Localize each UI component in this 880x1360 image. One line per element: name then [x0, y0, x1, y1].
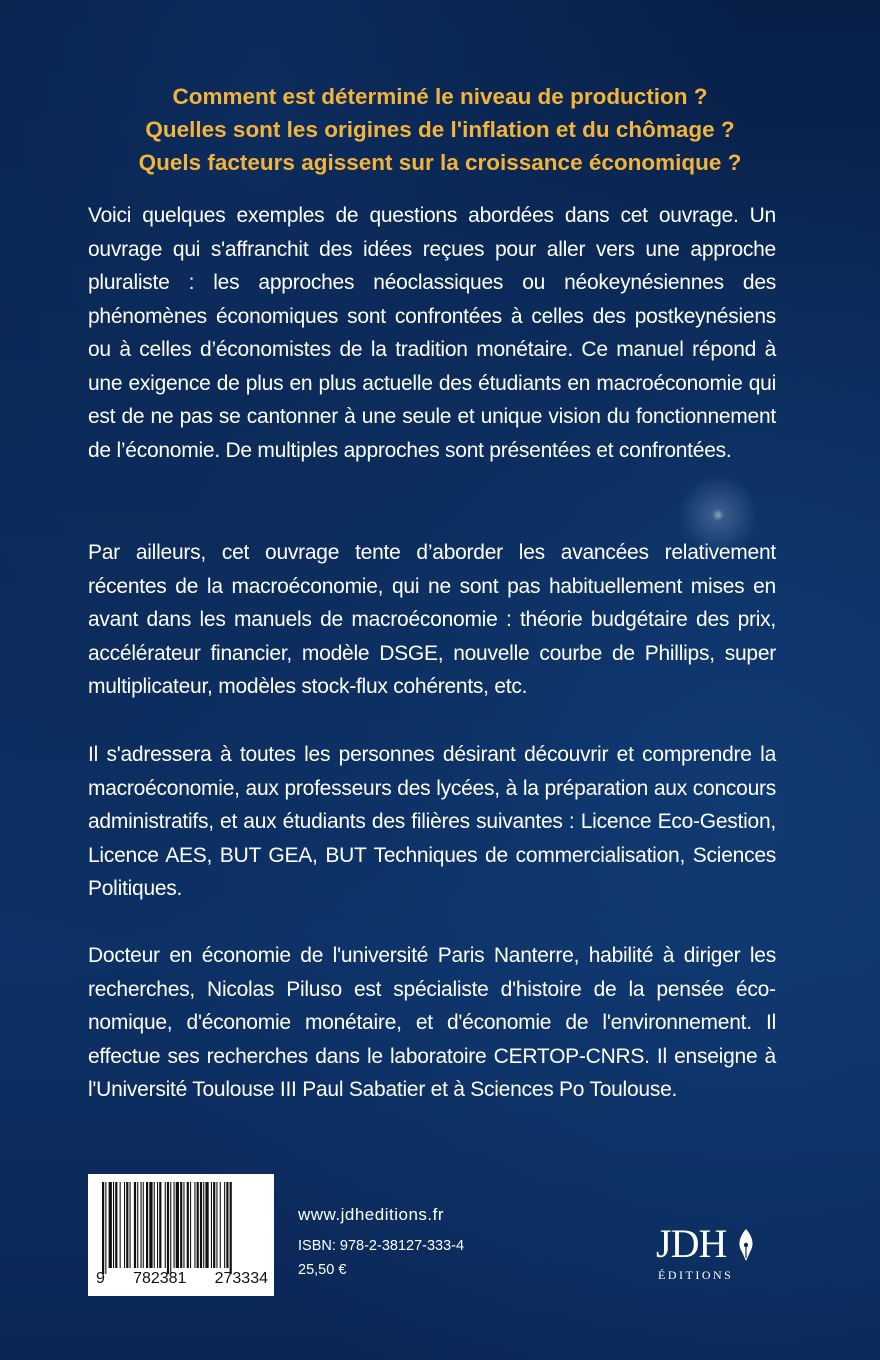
isbn-number: ISBN: 978-2-38127-333-4 — [298, 1238, 465, 1254]
barcode-digits — [96, 1271, 268, 1287]
author-bio-paragraph: Docteur en économie de l'université Paris Nanterre, habilité à diriger les recherches, Nicolas Piluso est spécialiste d'histoire de la pensée économique, d'économie monétaire, et d'économie de l'environnement. Il effectue ses recherches dans le laboratoire CERTOP-CNRS. Il enseigne à l'Université Toulouse III Paul Sabatier et à Sciences Po Toulouse. — [88, 944, 776, 1101]
isbn-barcode — [88, 1174, 274, 1296]
price: 25,50 € — [298, 1262, 347, 1278]
logo-subtitle: ÉDITIONS — [658, 1268, 734, 1282]
question-line: Comment est déterminé le niveau de production ? — [172, 84, 708, 109]
barcode-digit-group: 782381 — [133, 1270, 187, 1287]
publisher-logo — [656, 1221, 766, 1284]
description-paragraph: Voici quelques exemples de questions abordées dans cet ouvrage. Un ouvrage qui s'affranchit des idées reçues pour aller vers une approche pluraliste : les approches néoclassiques ou néokeynésiennes des phénomènes économiques sont confrontées à celles des postkeynésiens ou à celles d’économistes de la tradition monétaire. Ce manuel répond à une exigence de plus en plus actuelle des étudiants en macroéconomie qui est de ne pas se cantonner à une seule et unique vision du fonctionnement de l’économie. De multiples approches sont présentées et confrontées. — [88, 204, 776, 462]
publisher-info — [298, 1205, 464, 1279]
pen-nib-icon — [736, 1228, 756, 1262]
publisher-website: www.jdheditions.fr — [298, 1205, 445, 1224]
audience-paragraph: Il s'adressera à toutes les personnes désirant découvrir et comprendre la macroéconomie, aux professeurs des lycées, à la préparation aux concours administratifs, et aux étudiants des filières suivantes : Licence Eco-Gestion, Licence AES, BUT GEA, BUT Techniques de commercialisation, Sciences Politiques. — [88, 743, 776, 900]
question-line: Quelles sont les origines de l'inflation et du chômage ? — [145, 117, 735, 142]
barcode-lead-digit: 9 — [96, 1270, 105, 1287]
logo-mark: JDH — [656, 1221, 727, 1266]
barcode-digit-group: 273334 — [214, 1270, 268, 1287]
back-cover-questions — [40, 80, 840, 179]
advances-paragraph: Par ailleurs, cet ouvrage tente d’aborder les avancées relativement récentes de la macroéconomie, qui ne sont pas habituellement mises en avant dans les manuels de macroéconomie : théorie budgétaire des prix, accélérateur financier, modèle DSGE, nouvelle courbe de Phillips, super multiplicateur, modèles stock-flux cohérents, etc. — [88, 541, 776, 698]
question-line: Quels facteurs agissent sur la croissance économique ? — [138, 150, 742, 175]
